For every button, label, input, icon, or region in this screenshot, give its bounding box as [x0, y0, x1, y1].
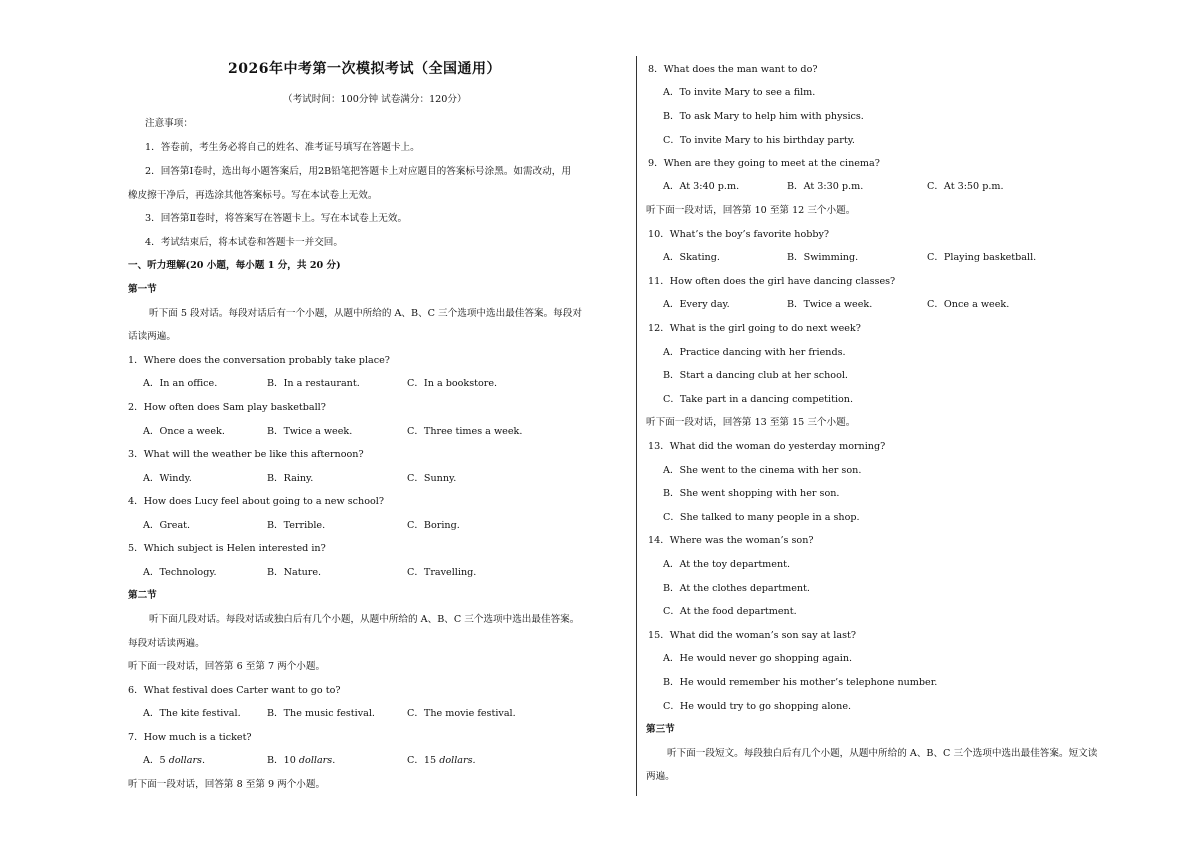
question-stem: 6．What festival does Carter want to go to? — [128, 685, 341, 696]
group-instruction: 听下面一段对话，回答第 10 至第 12 三个小题。 — [646, 205, 856, 216]
option-a-number: A．5 — [143, 755, 169, 766]
part-instructions: 话读两遍。 — [128, 331, 176, 342]
option-b: B．Twice a week. — [787, 299, 873, 310]
group-instruction: 听下面一段对话，回答第 8 至第 9 两个小题。 — [128, 779, 326, 790]
question-options — [663, 298, 1143, 312]
question-stem: 15．What did the woman’s son say at last? — [648, 630, 857, 641]
option-b: B．Start a dancing club at her school. — [663, 370, 848, 381]
option-c: C．The movie festival. — [407, 708, 516, 719]
part-instructions: 听下面几段对话。每段对话或独白后有几个小题，从题中所给的 A、B、C 三个选项中选出最佳答案。 — [149, 614, 580, 625]
question-stem: 3．What will the weather be like this afternoon? — [128, 449, 364, 460]
question-options — [143, 377, 623, 391]
option-a: A．At the toy department. — [663, 559, 791, 570]
option-c: C．In a bookstore. — [407, 378, 498, 389]
question-options — [143, 754, 623, 768]
option-b: B．To ask Mary to help him with physics. — [663, 111, 864, 122]
option-a-unit: dollars. — [168, 755, 206, 766]
option-a: A．Windy. — [143, 473, 192, 484]
option-c: C．He would try to go shopping alone. — [663, 701, 852, 712]
question-stem: 14．Where was the woman’s son? — [648, 535, 814, 546]
option-a: A．The kite festival. — [143, 708, 241, 719]
question-stem: 1．Where does the conversation probably take place? — [128, 355, 390, 366]
question-options — [143, 425, 623, 439]
group-instruction: 听下面一段对话，回答第 13 至第 15 三个小题。 — [646, 417, 856, 428]
option-c: C．To invite Mary to his birthday party. — [663, 135, 855, 146]
group-instruction: 听下面一段对话，回答第 6 至第 7 两个小题。 — [128, 661, 326, 672]
option-c: C．Take part in a dancing competition. — [663, 394, 854, 405]
option-a — [143, 754, 205, 768]
question-stem: 10．What’s the boy’s favorite hobby? — [648, 229, 830, 240]
option-c: C．Boring. — [407, 520, 460, 531]
note-item: 2．回答第Ⅰ卷时，选出每小题答案后，用2B铅笔把答题卡上对应题目的答案标号涂黑。如需改动，用 — [145, 166, 571, 177]
question-stem: 2．How often does Sam play basketball? — [128, 402, 326, 413]
question-stem: 8．What does the man want to do? — [648, 64, 818, 75]
option-a: A．Technology. — [143, 567, 217, 578]
page-subtitle: （考试时间：100分钟 试卷满分：120分） — [283, 94, 467, 105]
option-c: C．Travelling. — [407, 567, 477, 578]
question-stem: 5．Which subject is Helen interested in? — [128, 543, 326, 554]
question-options — [143, 519, 623, 533]
notes-heading: 注意事项： — [145, 118, 193, 129]
option-b: B．Terrible. — [267, 520, 326, 531]
column-divider — [636, 56, 637, 796]
option-b: B．Twice a week. — [267, 426, 353, 437]
option-c: C．Three times a week. — [407, 426, 523, 437]
part-label: 第一节 — [128, 284, 157, 295]
option-b: B．She went shopping with her son. — [663, 488, 840, 499]
note-item: 1．答卷前，考生务必将自己的姓名、准考证号填写在答题卡上。 — [145, 142, 420, 153]
option-b — [267, 754, 335, 768]
option-c: C．Playing basketball. — [927, 252, 1037, 263]
part-instructions: 听下面 5 段对话。每段对话后有一个小题，从题中所给的 A、B、C 三个选项中选出最佳答案。每段对 — [149, 308, 582, 319]
option-a: A．To invite Mary to see a film. — [663, 87, 816, 98]
option-a: A．At 3:40 p.m. — [663, 181, 740, 192]
option-b: B．At 3:30 p.m. — [787, 181, 864, 192]
part-label: 第三节 — [646, 724, 675, 735]
option-a: A．Great. — [143, 520, 191, 531]
note-item: 4．考试结束后，将本试卷和答题卡一并交回。 — [145, 237, 343, 248]
option-a: A．Once a week. — [143, 426, 225, 437]
option-b: B．He would remember his mother’s telephone number. — [663, 677, 938, 688]
option-a: A．He would never go shopping again. — [663, 653, 853, 664]
option-a: A．Practice dancing with her friends. — [663, 347, 846, 358]
option-b: B．Rainy. — [267, 473, 314, 484]
question-options — [663, 251, 1143, 265]
question-stem: 4．How does Lucy feel about going to a new school? — [128, 496, 384, 507]
option-a: A．She went to the cinema with her son. — [663, 465, 862, 476]
question-options — [143, 566, 623, 580]
question-stem: 9．When are they going to meet at the cinema? — [648, 158, 880, 169]
option-b: B．At the clothes department. — [663, 583, 810, 594]
question-stem: 7．How much is a ticket? — [128, 732, 252, 743]
option-c: C．Sunny. — [407, 473, 457, 484]
option-b-number: B．10 — [267, 755, 299, 766]
option-a: A．Skating. — [663, 252, 720, 263]
note-item: 3．回答第Ⅱ卷时，将答案写在答题卡上。写在本试卷上无效。 — [145, 213, 408, 224]
option-c: C．Once a week. — [927, 299, 1010, 310]
option-c: C．She talked to many people in a shop. — [663, 512, 860, 523]
section-heading: 一、听力理解(20 小题，每小题 1 分，共 20 分) — [128, 260, 341, 271]
question-options — [143, 707, 623, 721]
part-instructions: 每段对话读两遍。 — [128, 638, 205, 649]
option-c: C．At the food department. — [663, 606, 797, 617]
option-b: B．Swimming. — [787, 252, 859, 263]
question-options — [663, 180, 1143, 194]
option-c — [407, 754, 476, 768]
option-a: A．In an office. — [143, 378, 218, 389]
option-b: B．Nature. — [267, 567, 322, 578]
option-b: B．In a restaurant. — [267, 378, 360, 389]
page-title: 2026年中考第一次模拟考试（全国通用） — [228, 61, 501, 77]
option-b-unit: dollars. — [298, 755, 336, 766]
option-c: C．At 3:50 p.m. — [927, 181, 1004, 192]
note-item: 橡皮擦干净后，再选涂其他答案标号。写在本试卷上无效。 — [128, 190, 378, 201]
option-c-number: C．15 — [407, 755, 440, 766]
option-c-unit: dollars. — [439, 755, 476, 766]
question-stem: 11．How often does the girl have dancing classes? — [648, 276, 896, 287]
option-a: A．Every day. — [663, 299, 730, 310]
question-stem: 13．What did the woman do yesterday morning? — [648, 441, 886, 452]
option-b: B．The music festival. — [267, 708, 375, 719]
question-options — [143, 472, 623, 486]
question-stem: 12．What is the girl going to do next week? — [648, 323, 861, 334]
part-instructions: 两遍。 — [646, 771, 675, 782]
part-instructions: 听下面一段短文。每段独白后有几个小题，从题中所给的 A、B、C 三个选项中选出最佳答案。短文读 — [667, 748, 1098, 759]
part-label: 第二节 — [128, 590, 157, 601]
